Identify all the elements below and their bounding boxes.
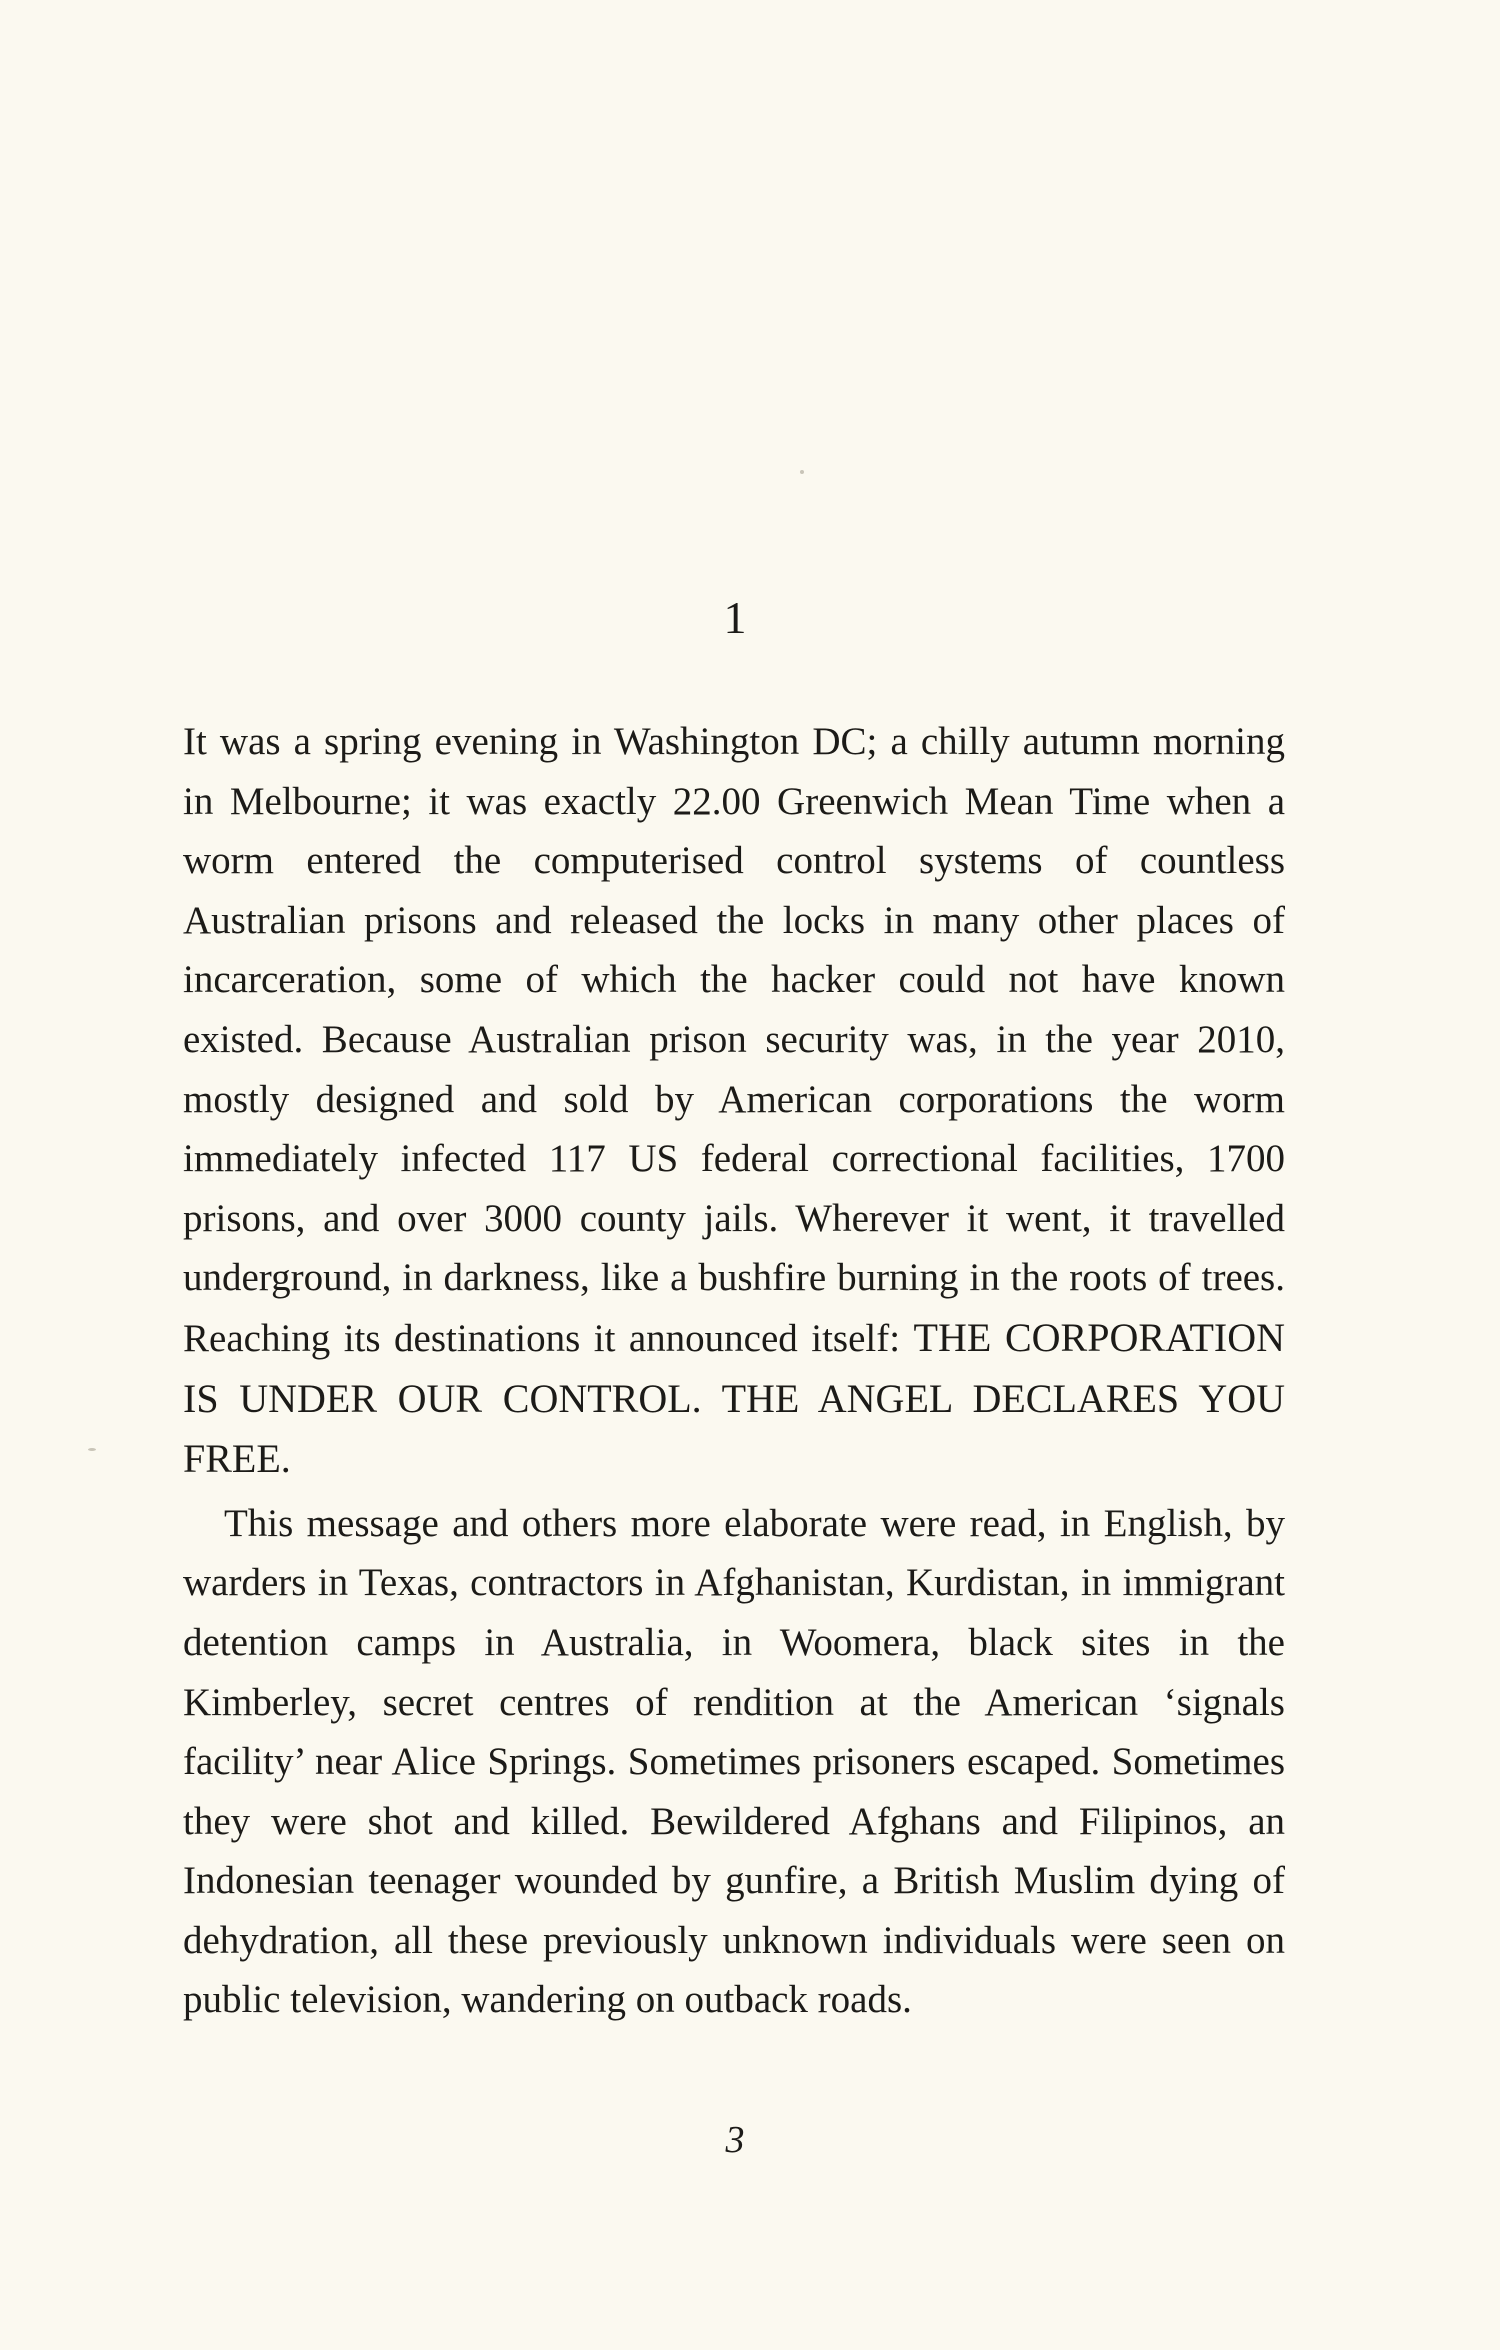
chapter-number: 1: [723, 592, 747, 643]
paper-speck: [800, 470, 804, 474]
paragraph-1-caps: THE CORPORATION IS UNDER OUR CONTROL. THE ANGEL DECLARES YOU FREE.: [183, 1314, 1285, 1482]
page-number: 3: [725, 2119, 745, 2161]
body-text: [183, 712, 1285, 2030]
paper-speck: [88, 1448, 96, 1451]
paragraph-1: [183, 712, 1285, 1490]
paragraph-2: This message and others more elaborate were read, in English, by warders in Texas, contractors in Afghanistan, Kurdistan, in immigrant detention camps in Australia, in Woomera, black sites in the Kimberley, secret centres of rendition at the American ‘signals facility’ near Alice Springs. Sometimes prisoners escaped. Sometimes they were shot and killed. Bewildered Afghans and Filipinos, an Indonesian teenager wounded by gunfire, a British Muslim dying of dehydration, all these previously unknown individuals were seen on public television, wandering on outback roads.: [183, 1501, 1285, 2022]
paragraph-1-text: It was a spring evening in Washington DC; a chilly autumn morning in Melbourne; it was exactly 22.00 Greenwich Mean Time when a worm entered the computerised control systems of countless Australian prisons and released the locks in many other places of incarceration, some of which the hacker could not have known existed. Because Australian prison security was, in the year 2010, mostly designed and sold by American corporations the worm immediately infected 117 US federal correctional facilities, 1700 prisons, and over 3000 county jails. Wherever it went, it travelled underground, in darkness, like a bushfire burning in the roots of trees. Reaching its destinations it announced itself:: [183, 720, 1285, 1360]
